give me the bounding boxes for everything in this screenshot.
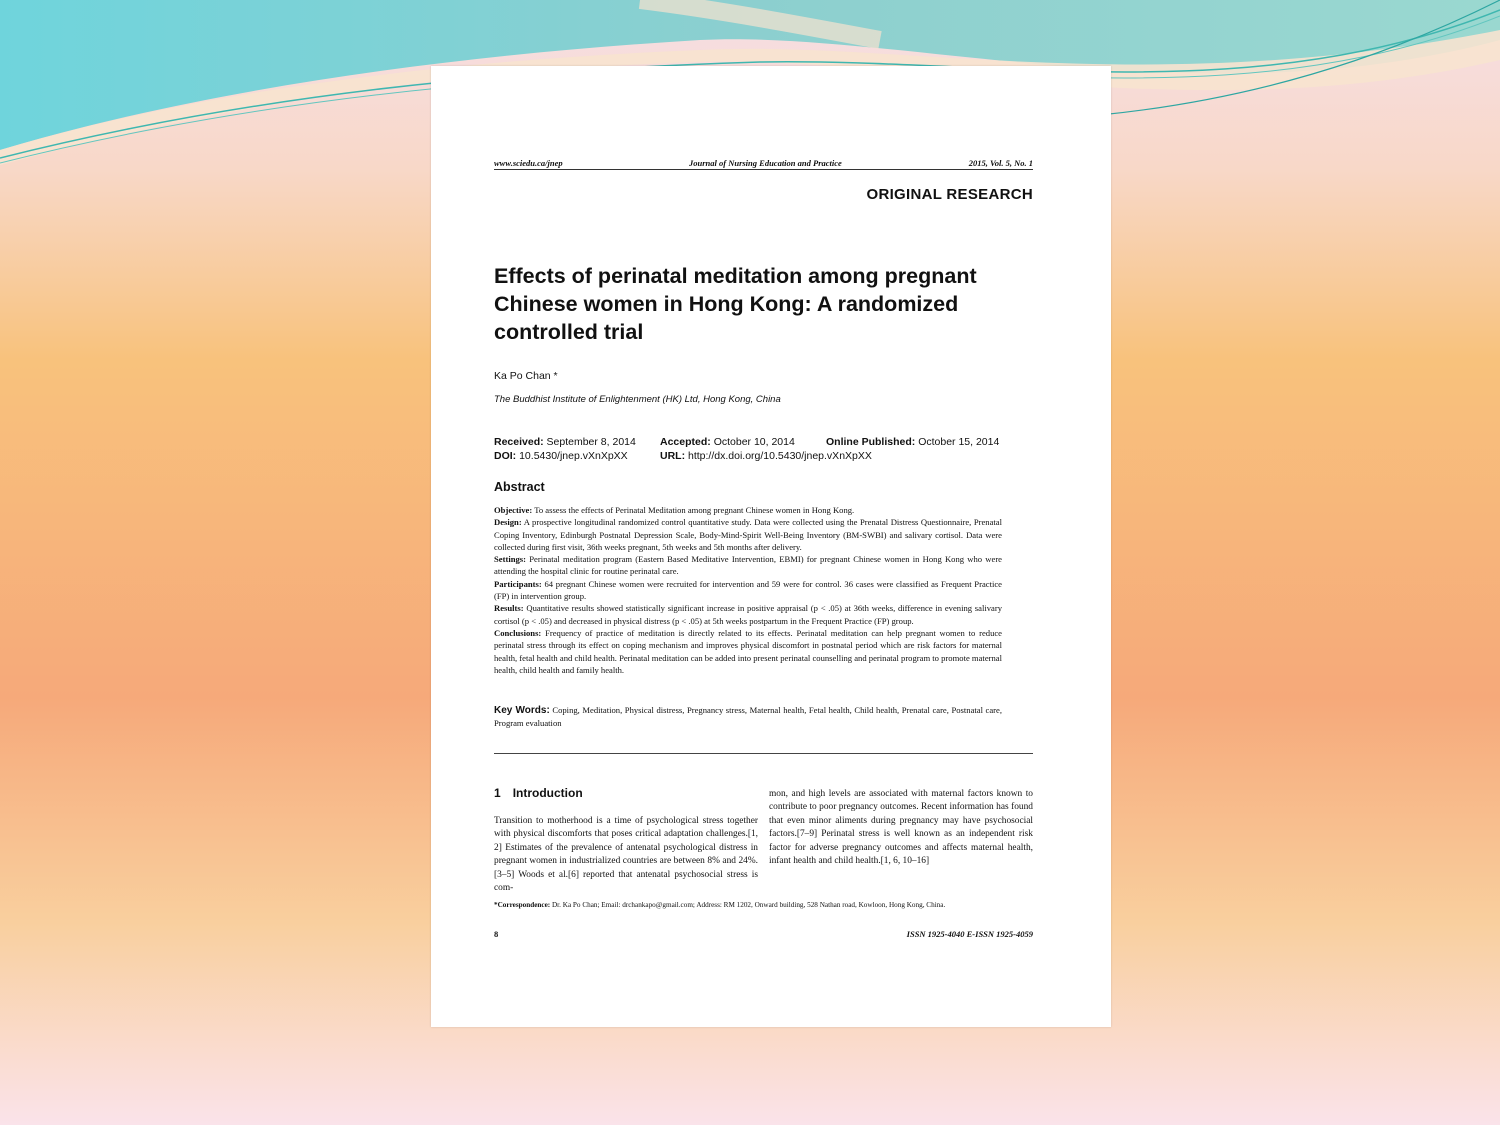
correspondence-footnote [494, 900, 1033, 911]
article-url [660, 450, 872, 462]
abstract-results [494, 602, 1002, 627]
abstract-design [494, 516, 1002, 553]
settings-text: Perinatal meditation program (Eastern Based Meditative Intervention, EBMI) for pregnant Chinese women in Hong Kong who were attending the hospital clinic for routine perinatal care. [494, 554, 1002, 577]
published-date [826, 436, 999, 448]
section-title: Introduction [512, 786, 583, 800]
design-label: Design: [494, 517, 522, 528]
keywords-text: Coping, Meditation, Physical distress, Pregnancy stress, Maternal health, Fetal health, Child health, Prenatal care, Postnatal care, Program evaluation [494, 705, 1002, 729]
intro-column-right: mon, and high levels are associated with maternal factors known to contribute to poor pregnancy outcomes. Recent information has found that even minor aliments during pregnancy may have psychosocial factors.[7–9] Perinatal stress is well known as an independent risk factor for adverse pregnancy outcomes and affects maternal health, infant health and child health.[1, 6, 10–16] [769, 789, 1033, 867]
abstract-settings [494, 553, 1002, 578]
conclusions-text: Frequency of practice of meditation is directly related to its effects. Perinatal meditation can help pregnant women to reduce perinatal stress through its effect on coping mechanism and improves physical discomfort in postnatal period which are risk factors for maternal health, fetal health and child health. Perinatal meditation can be added into present perinatal counselling and perinatal program to promote maternal health, child health and family health. [494, 627, 1002, 675]
abstract-heading: Abstract [494, 480, 545, 494]
doi-value: 10.5430/jnep.vXnXpXX [519, 450, 628, 462]
section-number: 1 [494, 786, 501, 800]
article-type-label: ORIGINAL RESEARCH [866, 186, 1033, 203]
abstract-objective [494, 504, 1002, 516]
published-label: Online Published: [826, 436, 916, 448]
accepted-label: Accepted: [660, 436, 711, 448]
results-text: Quantitative results showed statistically significant increase in positive appraisal (p < .05) at 36th weeks, difference in evening salivary cortisol (p < .05) and decreased in physical distress (p < .05) at 5th weeks postpartum in the Frequent Practice (FP) group. [494, 603, 1003, 626]
section-rule [494, 753, 1033, 754]
header-rule [494, 169, 1033, 170]
received-value: September 8, 2014 [546, 436, 636, 448]
paper-page [431, 66, 1111, 1027]
affiliation: The Buddhist Institute of Enlightenment (HK) Ltd, Hong Kong, China [494, 394, 781, 405]
issn: ISSN 1925-4040 E-ISSN 1925-4059 [906, 929, 1033, 939]
abstract-participants [494, 578, 1002, 603]
journal-url: www.sciedu.ca/jnep [494, 158, 563, 168]
author: Ka Po Chan * [494, 370, 558, 382]
journal-volume: 2015, Vol. 5, No. 1 [968, 158, 1033, 168]
published-value: October 15, 2014 [918, 436, 1000, 448]
page-number: 8 [494, 929, 499, 939]
intro-column-left: Transition to motherhood is a time of psychological stress together with physical discomforts that poses critical adaptation challenges.[1, 2] Estimates of the prevalence of antenatal psychological distress in pregnant women in industrialized countries are between 8% and 24%.[3–5] Woods et al.[6] reported that antenatal psychosocial stress is com- [494, 816, 758, 894]
accepted-value: October 10, 2014 [713, 436, 795, 448]
settings-label: Settings: [494, 554, 526, 565]
accepted-date [660, 436, 795, 448]
keywords-label: Key Words: [494, 705, 550, 716]
received-date [494, 436, 636, 448]
doi [494, 450, 628, 462]
introduction-heading [494, 786, 583, 800]
url-value: http://dx.doi.org/10.5430/jnep.vXnXpXX [688, 450, 872, 462]
journal-name: Journal of Nursing Education and Practice [689, 158, 842, 168]
doi-label: DOI: [494, 450, 517, 462]
conclusions-label: Conclusions: [494, 627, 542, 638]
abstract-body [494, 504, 1002, 676]
keywords [494, 704, 1002, 730]
url-label: URL: [660, 450, 686, 462]
objective-label: Objective: [494, 505, 533, 515]
footnote-label: *Correspondence: [494, 901, 551, 909]
paper-title: Effects of perinatal meditation among pregnant Chinese women in Hong Kong: A randomized controlled trial [494, 264, 977, 344]
participants-label: Participants: [494, 578, 542, 589]
footnote-text: Dr. Ka Po Chan; Email: drchankapo@gmail.com; Address: RM 1202, Onward building, 528 Nathan road, Kowloon, Hong Kong, China. [551, 901, 946, 909]
objective-text: To assess the effects of Perinatal Meditation among pregnant Chinese women in Hong Kong. [534, 505, 855, 515]
abstract-conclusions [494, 627, 1002, 676]
results-label: Results: [494, 603, 524, 614]
received-label: Received: [494, 436, 544, 448]
design-text: A prospective longitudinal randomized control quantitative study. Data were collected using the Prenatal Distress Questionnaire, Prenatal Coping Inventory, Edinburgh Postnatal Depression Scale, Body-Mind-Spirit Well-Being Inventory (BM-SWBI) and salivary cortisol. Data were collected during first visit, 36th weeks pregnant, 5th weeks and 5th months after delivery. [494, 517, 1002, 552]
participants-text: 64 pregnant Chinese women were recruited for intervention and 59 were for control. 36 cases were classified as Frequent Practice (FP) in intervention group. [494, 578, 1002, 602]
